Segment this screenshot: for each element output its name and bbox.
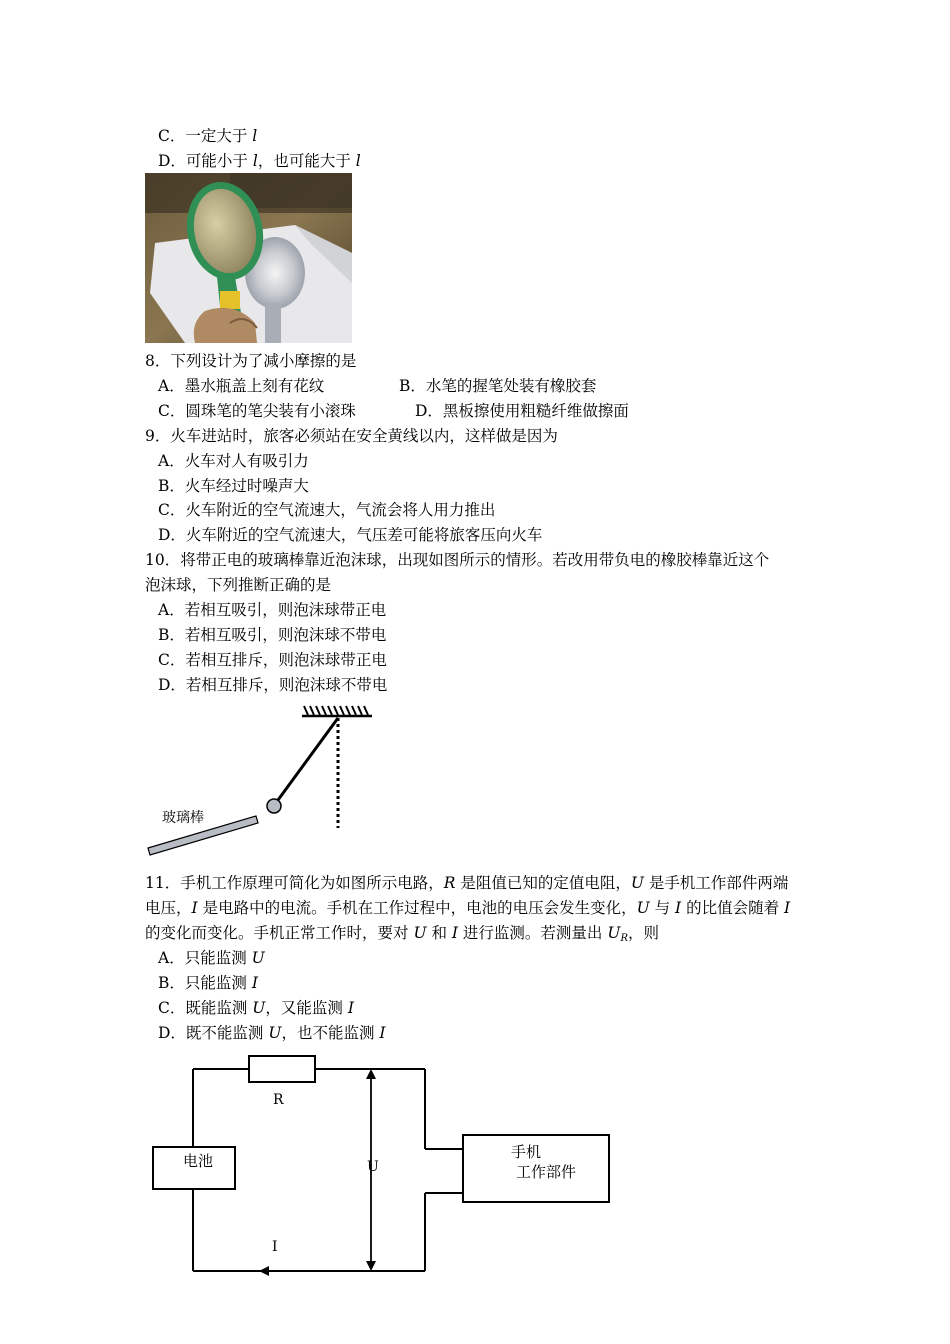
q10-option-c: C．若相互排斥，则泡沫球带正电 (158, 651, 387, 669)
q8-option-c: C．圆珠笔的笔尖装有小滚珠 (158, 402, 356, 420)
q11-option-d: D．既不能监测 U，也不能监测 I (158, 1024, 386, 1042)
battery-label: 电池 (183, 1152, 214, 1170)
q8-stem: 8．下列设计为了减小摩擦的是 (145, 352, 357, 370)
q11-option-c: C．既能监测 U，又能监测 I (158, 999, 354, 1017)
current-arrow (259, 1266, 269, 1276)
q11-stem-line1: 11．手机工作原理可简化为如图所示电路，R 是阻值已知的定值电阻，U 是手机工作部件两端 (145, 874, 789, 892)
glass-rod-label: 玻璃棒 (162, 810, 204, 826)
q8-option-d: D．黑板擦使用粗糙纤维做擦面 (415, 402, 629, 420)
q7-option-d: D．可能小于 l，也可能大于 l (158, 152, 361, 170)
resistor-r (249, 1056, 315, 1082)
q11-option-a: A．只能监测 U (158, 949, 265, 967)
voltage-label: U (367, 1159, 379, 1175)
q10-option-b: B．若相互吸引，则泡沫球不带电 (158, 626, 387, 644)
foam-ball (267, 799, 281, 813)
q11-stem-line3: 的变化而变化。手机正常工作时，要对 U 和 I 进行监测。若测量出 $U_R$，则 (145, 924, 659, 944)
q7-option-c: C．一定大于 l (158, 127, 258, 145)
q10-option-d: D．若相互排斥，则泡沫球不带电 (158, 676, 388, 694)
suspension-thread (278, 718, 338, 800)
phone-component-label-1: 手机 (510, 1143, 542, 1161)
circuit-diagram (145, 1045, 625, 1285)
q9-option-d: D．火车附近的空气流速大，气压差可能将旅客压向火车 (158, 526, 543, 544)
q9-stem: 9．火车进站时，旅客必须站在安全黄线以内，这样做是因为 (145, 427, 558, 445)
q9-option-c: C．火车附近的空气流速大，气流会将人用力推出 (158, 501, 496, 519)
q8-option-a: A．墨水瓶盖上刻有花纹 (158, 377, 325, 395)
phone-component-label-2: 工作部件 (515, 1163, 577, 1181)
resistor-label: R (273, 1092, 284, 1108)
q10-stem-line2: 泡沫球，下列推断正确的是 (145, 576, 332, 594)
q10-option-a: A．若相互吸引，则泡沫球带正电 (158, 601, 387, 619)
pendulum-figure (140, 700, 390, 860)
q11-stem-line2: 电压，I 是电路中的电流。手机在工作过程中，电池的电压会发生变化，U 与 I 的比值会随着 I (145, 899, 791, 917)
q11-option-b: B．只能监测 I (158, 974, 258, 992)
ceiling-hatch (302, 706, 372, 716)
q9-option-a: A．火车对人有吸引力 (158, 452, 309, 470)
current-label: I (272, 1239, 278, 1255)
q10-stem-line1: 10．将带正电的玻璃棒靠近泡沫球，出现如图所示的情形。若改用带负电的橡胶棒靠近这个 (145, 551, 770, 569)
magnifier-photo (145, 173, 352, 343)
q8-option-b: B．水笔的握笔处装有橡胶套 (399, 377, 597, 395)
q9-option-b: B．火车经过时噪声大 (158, 477, 309, 495)
